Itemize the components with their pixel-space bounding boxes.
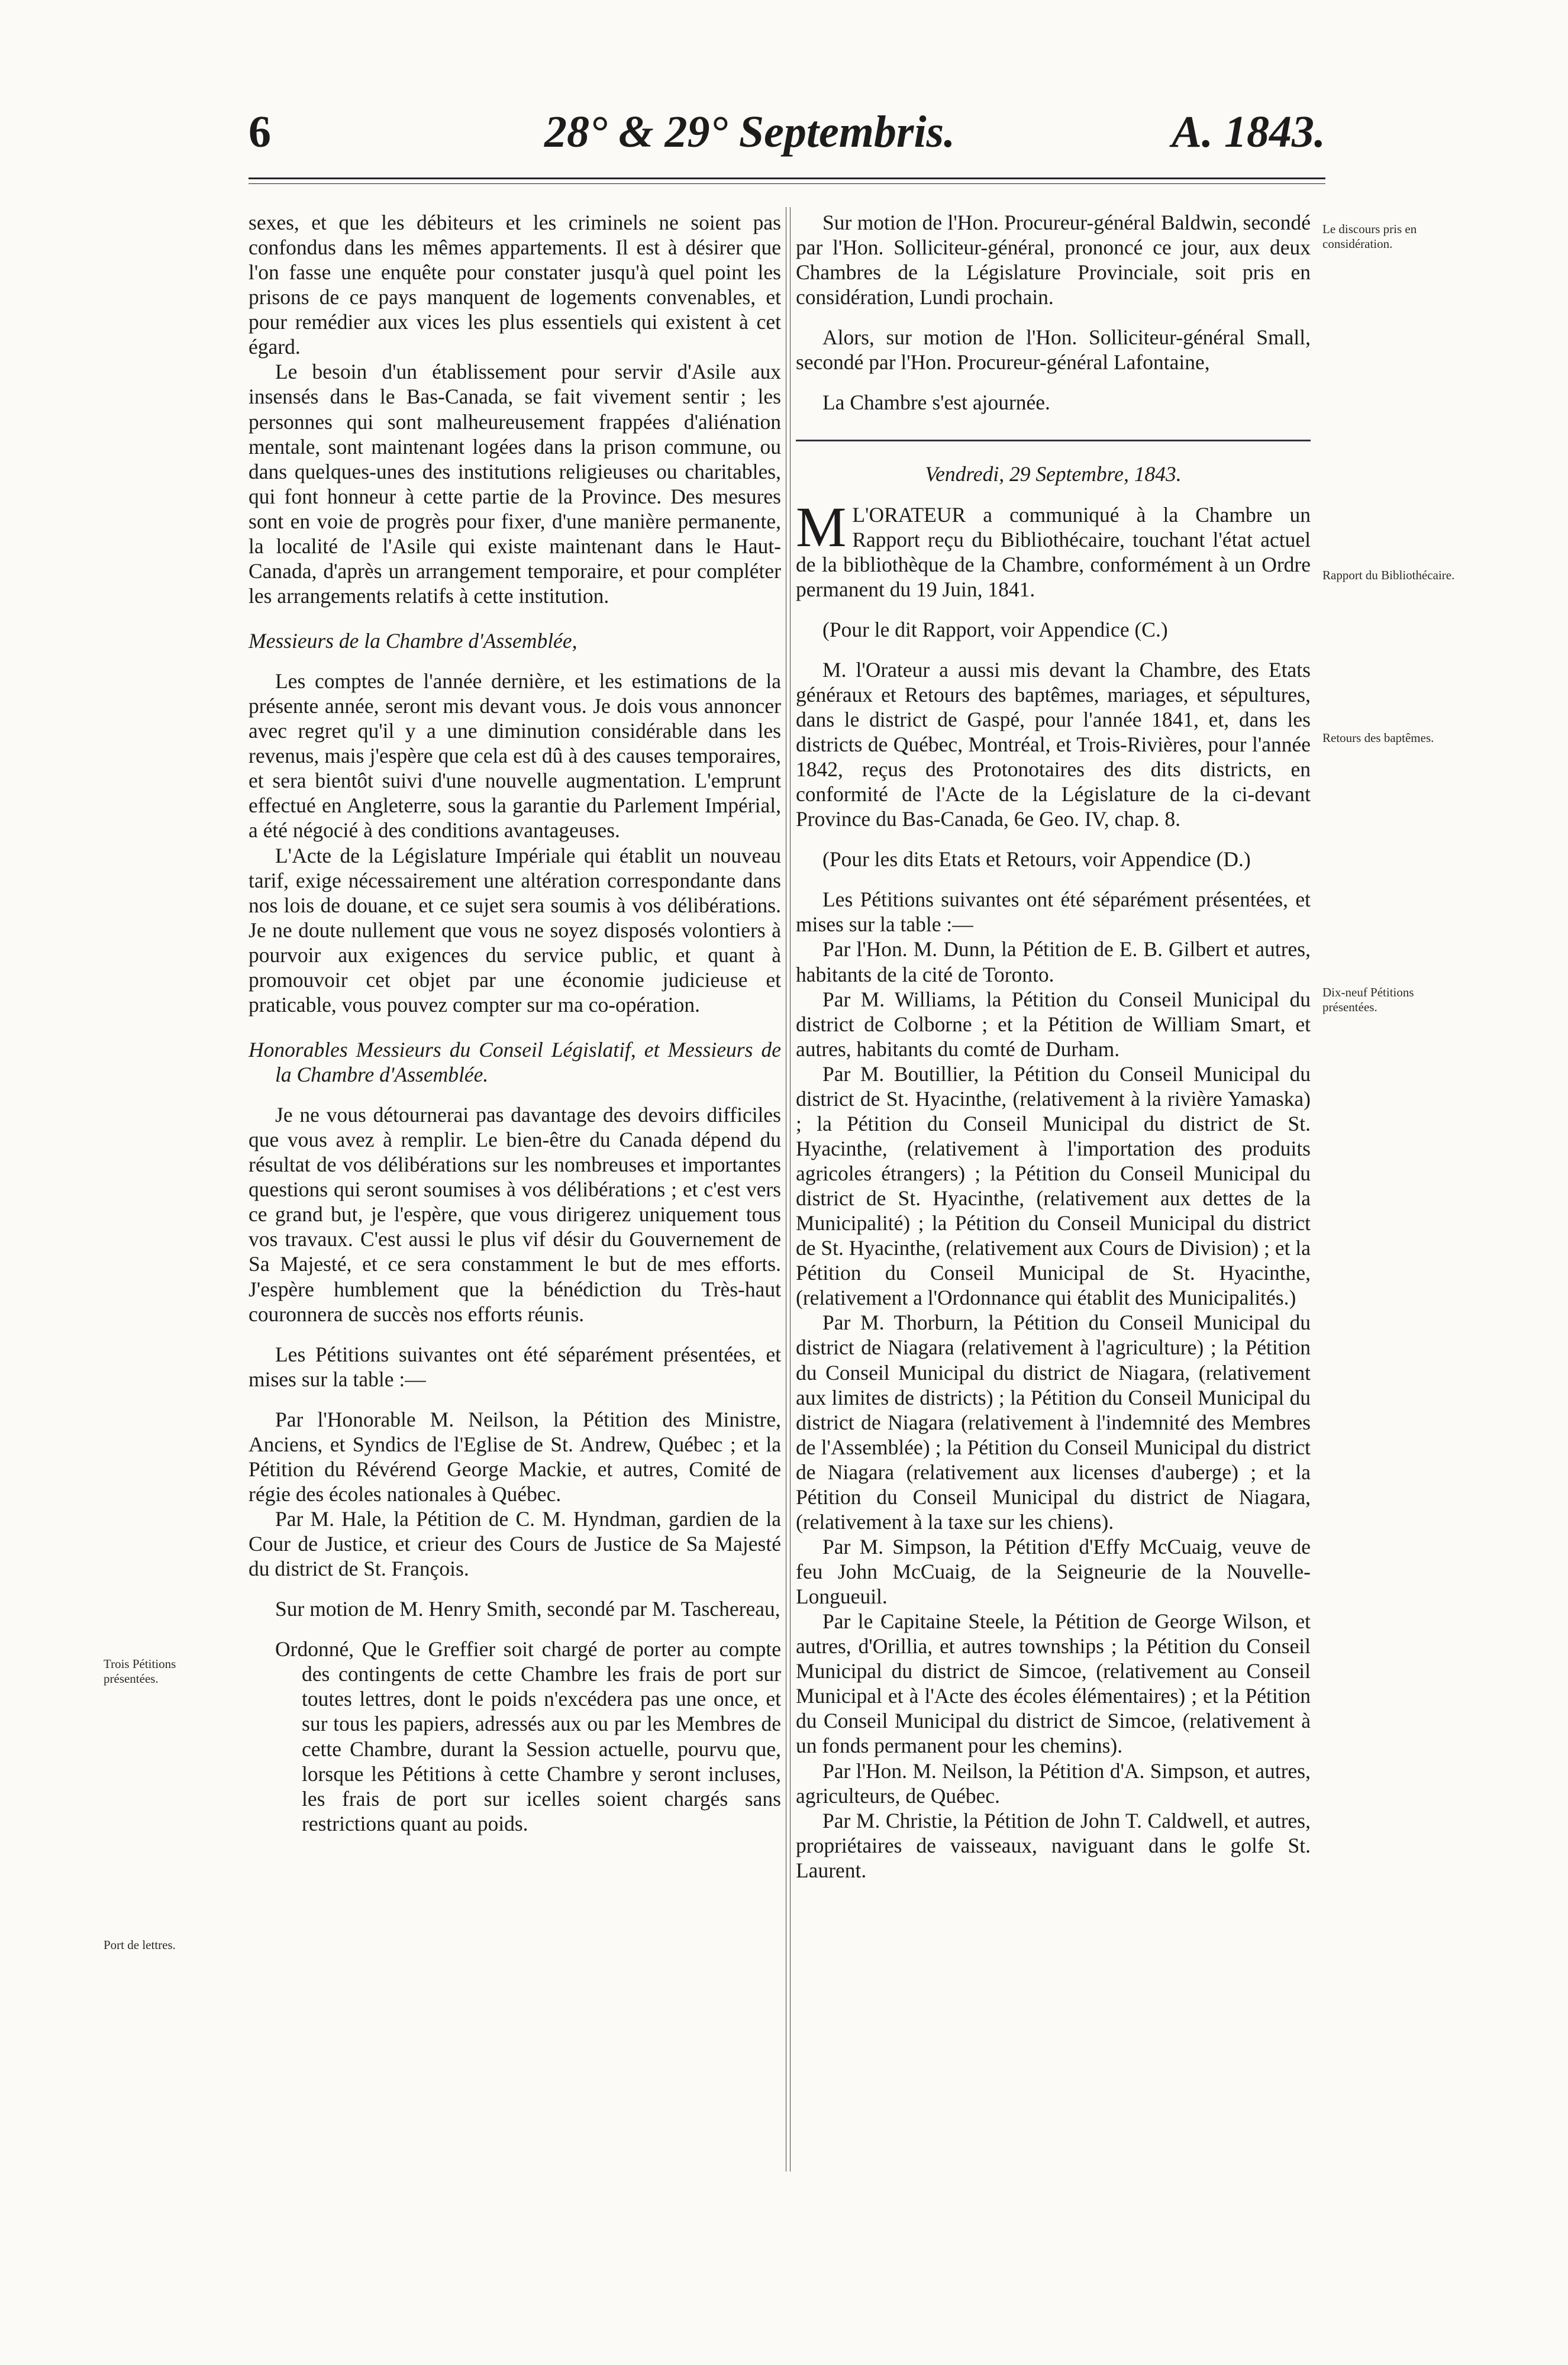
paragraph: Sur motion de M. Henry Smith, secondé par M. Taschereau, <box>275 1597 780 1621</box>
paragraph: La Chambre s'est ajournée. <box>822 391 1050 415</box>
column-divider <box>786 207 791 2172</box>
paragraph: Par M. Christie, la Pétition de John T. Caldwell, et autres, propriétaires de vaisseaux, naviguant dans le golfe St. Laurent. <box>796 1808 1311 1882</box>
section-heading: Messieurs de la Chambre d'Assemblée, <box>249 629 577 653</box>
paragraph: Par l'Hon. M. Dunn, la Pétition de E. B. Gilbert et autres, habitants de la cité de Toronto. <box>796 937 1311 986</box>
margin-note: Le discours pris en considération. <box>1322 222 1417 251</box>
header-year: A. 1843. <box>1172 107 1325 157</box>
paragraph: Par M. Hale, la Pétition de C. M. Hyndman, gardien de la Cour de Justice, et crieur des Cours de Justice de Sa Majesté du district de St. François. <box>249 1507 781 1581</box>
header-rule-thin <box>249 183 1325 184</box>
header-rule <box>249 178 1325 179</box>
paragraph: (Pour les dits Etats et Retours, voir Appendice (D.) <box>822 847 1251 872</box>
order-paragraph: Ordonné, Que le Greffier soit chargé de porter au compte des contingents de cette Chambre les frais de port sur toutes lettres, dont le poids n'excédera pas une once, et sur tous les papiers, adressés aux ou par les Membres de cette Chambre, durant la Session actuelle, pourvu que, lorsque les Pétitions à cette Chambre y seront incluses, les frais de port sur icelles soient chargés sans restrictions quant au poids. <box>275 1637 781 1835</box>
margin-note: Port de lettres. <box>104 1938 176 1952</box>
paragraph: Par M. Simpson, la Pétition d'Effy McCuaig, veuve de feu John McCuaig, de la Seigneurie de la Nouvelle-Longueuil. <box>796 1534 1311 1609</box>
paragraph: Sur motion de l'Hon. Procureur-général Baldwin, secondé par l'Hon. Solliciteur-général, prononcé ce jour, aux deux Chambres de la Législature Provinciale, soit pris en considération, Lundi prochain. <box>796 211 1311 309</box>
paragraph: M. l'Orateur a aussi mis devant la Chambre, des Etats généraux et Retours des baptêmes, mariages, et sépultures, dans le district de Gaspé, pour l'année 1841, et, dans les districts de Québec, Montréal, et Trois-Rivières, pour l'année 1842, reçus des Protonotaires des dits districts, en conformité de l'Acte de la Législature de la ci-devant Province du Bas-Canada, 6e Geo. IV, chap. 8. <box>796 657 1311 831</box>
paragraph: Le besoin d'un établissement pour servir d'Asile aux insensés dans le Bas-Canada, se fait vivement sentir ; les personnes qui sont malheureusement frappées d'aliénation mentale, sont maintenant logées dans la prison commune, ou dans quelques-unes des institutions religieuses ou charitables, qui font honneur à cette partie de la Province. Des mesures sont en voie de progrès pour fixer, d'une manière permanente, la localité de l'Asile qui existe maintenant dans le Haut-Canada, d'après un arrangement temporaire, et pour compléter les arrangements relatifs à cette institution. <box>249 360 781 608</box>
date-heading: Vendredi, 29 Septembre, 1843. <box>925 462 1182 486</box>
drop-cap: M <box>796 495 847 559</box>
margin-note: Rapport du Bibliothécaire. <box>1322 568 1455 582</box>
paragraph: L'ORATEUR a communiqué à la Chambre un Rapport reçu du Bibliothécaire, touchant l'état actuel de la bibliothèque de la Chambre, conformément à un Ordre permanent du 19 Juin, 1841. <box>796 502 1311 601</box>
paragraph: Par M. Williams, la Pétition du Conseil Municipal du district de Colborne ; et la Pétition de William Smart, et autres, habitants du comté de Durham. <box>796 987 1311 1061</box>
paragraph: Je ne vous détournerai pas davantage des devoirs difficiles que vous avez à remplir. Le bien-être du Canada dépend du résultat de vos délibérations sur les nombreuses et importantes questions qui seront soumises à vos délibérations ; et c'est vers ce grand but, je l'espère, que vous dirigerez uniquement tous vos travaux. C'est aussi le plus vif désir du Gouvernement de Sa Majesté, et ce sera constamment le but de mes efforts. J'espère humblement que la bénédiction du Très-haut couronnera de succès nos efforts réunis. <box>249 1103 781 1326</box>
paragraph: Par l'Honorable M. Neilson, la Pétition des Ministre, Anciens, et Syndics de l'Eglise de St. Andrew, Québec ; et la Pétition du Révérend George Mackie, et autres, Comité de régie des écoles nationales à Québec. <box>249 1407 781 1506</box>
paragraph: sexes, et que les débiteurs et les criminels ne soient pas confondus dans les mêmes appartements. Il est à désirer que l'on fasse une enquête pour constater jusqu'à quel point les prisons de ce pays manquent de logements convenables, et pour remédier aux vices les plus essentiels qui existent à cet égard. <box>249 211 781 359</box>
paragraph: Par le Capitaine Steele, la Pétition de George Wilson, et autres, d'Orillia, et autres townships ; la Pétition du Conseil Municipal du district de Simcoe, (relativement au Conseil Municipal et à l'Acte des écoles élémentaires) ; et la Pétition du Conseil Municipal du district de Simcoe, (relativement à un fonds permanent pour les chemins). <box>796 1609 1311 1758</box>
margin-note: Trois Pétitions présentées. <box>104 1657 176 1686</box>
section-heading: Honorables Messieurs du Conseil Législatif, et Messieurs de la Chambre d'Assemblée. <box>249 1037 781 1086</box>
right-column <box>796 210 1311 1883</box>
paragraph: (Pour le dit Rapport, voir Appendice (C.) <box>822 617 1168 641</box>
paragraph: Les Pétitions suivantes ont été séparément présentées, et mises sur la table :— <box>249 1342 781 1391</box>
paragraph: Les comptes de l'année dernière, et les estimations de la présente année, seront mis devant vous. Je dois vous annoncer avec regret qu'il y a une diminution considérable dans les revenus, mais j'espère que cela est dû à des causes temporaires, et sera bientôt suivi d'une nouvelle augmentation. L'emprunt effectué en Angleterre, sous la garantie du Parlement Impérial, a été négocié à des conditions avantageuses. <box>249 669 781 843</box>
margin-note: Dix-neuf Pétitions présentées. <box>1322 985 1414 1015</box>
paragraph: Par M. Boutillier, la Pétition du Conseil Municipal du district de St. Hyacinthe, (relativement à la rivière Yamaska) ; la Pétition du Conseil Municipal du district de St. Hyacinthe, (relativement à l'importation des produits agricoles étrangers) ; la Pétition du Conseil Municipal du district de St. Hyacinthe, (relativement aux dettes de la Municipalité) ; la Pétition du Conseil Municipal du district de St. Hyacinthe, (relativement aux Cours de Division) ; et la Pétition du Conseil Municipal de St. Hyacinthe, (relativement a l'Ordonnance qui établit des Municipalités.) <box>796 1061 1311 1310</box>
paragraph: Par M. Thorburn, la Pétition du Conseil Municipal du district de Niagara (relativement à l'agriculture) ; la Pétition du Conseil Municipal du district de Niagara, (relativement aux limites de districts) ; la Pétition du Conseil Municipal du district de Niagara (relativement à l'indemnité des Membres de l'Assemblée) ; la Pétition du Conseil Municipal du district de Niagara (relativement aux licenses d'auberge) ; et la Pétition du Conseil Municipal du district de Niagara, (relativement à la taxe sur les chiens). <box>796 1311 1311 1534</box>
left-column <box>249 210 781 1836</box>
paragraph: L'Acte de la Législature Impériale qui établit un nouveau tarif, exige nécessairement une altération correspondante dans nos lois de douane, et ce sujet sera soumis à vos délibérations. Je ne doute nullement que vous ne soyez disposés volontiers à pourvoir aux exigences du service public, et quant à promouvoir cet objet par une économie judicieuse et praticable, vous pouvez compter sur ma co-opération. <box>249 843 781 1017</box>
paragraph: Alors, sur motion de l'Hon. Solliciteur-général Small, secondé par l'Hon. Procureur-général Lafontaine, <box>796 325 1311 375</box>
page-header <box>249 107 1325 160</box>
paragraph: Les Pétitions suivantes ont été séparément présentées, et mises sur la table :— <box>796 888 1311 937</box>
paragraph: Par l'Hon. M. Neilson, la Pétition d'A. Simpson, et autres, agriculteurs, de Québec. <box>796 1759 1311 1808</box>
margin-note: Retours des baptêmes. <box>1322 731 1434 745</box>
section-rule <box>796 440 1311 441</box>
header-date: 28° & 29° Septembris. <box>544 107 956 157</box>
page-number: 6 <box>249 107 271 157</box>
